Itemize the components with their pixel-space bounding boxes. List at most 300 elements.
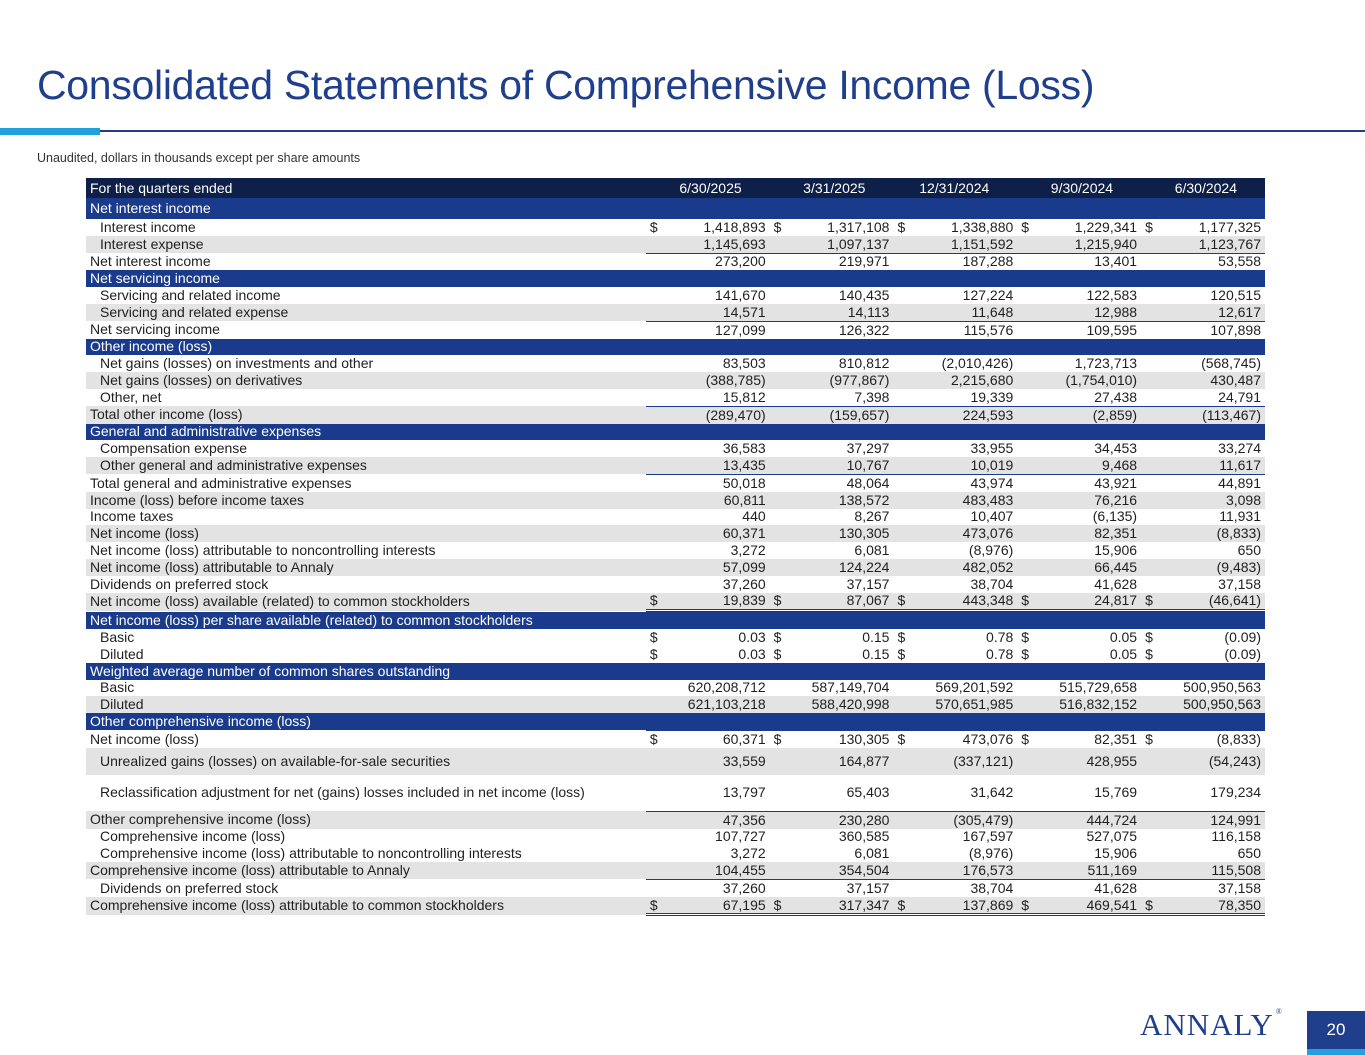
value-cell: 1,229,341 <box>1074 219 1138 235</box>
table-row <box>86 862 1265 879</box>
value-cell: 24,791 <box>1156 389 1265 406</box>
section-header-row <box>86 339 1265 356</box>
row-label: Comprehensive income (loss) <box>100 828 286 845</box>
currency-symbol <box>1017 372 1032 389</box>
table-row <box>86 236 1265 253</box>
currency-symbol: $ <box>646 730 661 747</box>
currency-symbol <box>770 304 785 321</box>
value-cell: 516,832,152 <box>1032 696 1141 713</box>
value-cell: 515,729,658 <box>1059 679 1138 696</box>
value-cell: 13,401 <box>1094 253 1138 270</box>
currency-symbol: $ <box>1021 629 1030 646</box>
value-cell: 469,541 <box>1032 897 1141 915</box>
currency-symbol <box>770 253 785 270</box>
table-row <box>86 680 1265 697</box>
section-label: Weighted average number of common shares outstanding <box>86 663 1265 680</box>
value-cell: 36,583 <box>722 440 766 457</box>
currency-symbol <box>1141 525 1156 542</box>
table-row <box>86 440 1265 457</box>
value-cell: 587,149,704 <box>811 679 890 696</box>
value-cell: (6,135) <box>1092 508 1138 525</box>
value-cell: (54,243) <box>1156 748 1265 775</box>
currency-symbol <box>1017 304 1032 321</box>
currency-symbol <box>646 862 661 879</box>
currency-symbol <box>1017 287 1032 304</box>
value-cell: 15,812 <box>661 389 770 406</box>
currency-symbol <box>646 748 661 775</box>
currency-symbol <box>646 845 661 862</box>
currency-symbol <box>1017 696 1032 713</box>
value-cell: 127,224 <box>962 287 1014 304</box>
currency-symbol <box>1141 253 1156 270</box>
currency-symbol <box>1141 389 1156 406</box>
table-row <box>86 811 1265 828</box>
value-cell: 13,797 <box>661 775 770 812</box>
value-cell: 230,280 <box>785 811 894 828</box>
value-cell: 0.78 <box>986 645 1014 662</box>
row-label: Basic <box>100 679 135 696</box>
value-cell: 527,075 <box>1086 828 1138 845</box>
row-label: Dividends on preferred stock <box>100 879 279 896</box>
page-title: Consolidated Statements of Comprehensive Income (Loss) <box>37 62 1095 108</box>
table-row <box>86 696 1265 713</box>
value-cell: 19,839 <box>661 593 770 611</box>
currency-symbol <box>646 389 661 406</box>
currency-symbol <box>1017 457 1032 474</box>
value-cell: 60,811 <box>661 492 770 509</box>
value-cell: 219,971 <box>838 253 890 270</box>
value-cell: 15,906 <box>1094 845 1138 862</box>
value-cell: 141,670 <box>715 287 766 304</box>
currency-symbol <box>770 389 785 406</box>
currency-symbol <box>893 811 908 828</box>
value-cell: 473,076 <box>909 525 1018 542</box>
row-label: Diluted <box>86 696 646 713</box>
currency-symbol <box>893 542 908 559</box>
currency-symbol <box>770 509 785 526</box>
table-row <box>86 879 1265 896</box>
currency-symbol <box>646 696 661 713</box>
value-cell: 430,487 <box>1156 372 1265 389</box>
table-row <box>86 304 1265 321</box>
value-cell: 444,724 <box>1032 811 1141 828</box>
currency-symbol <box>1017 811 1032 828</box>
currency-symbol: $ <box>773 219 782 235</box>
currency-symbol <box>646 321 661 338</box>
row-label: Diluted <box>100 645 144 662</box>
value-cell: 511,169 <box>1032 862 1141 879</box>
value-cell: (337,121) <box>909 748 1018 775</box>
currency-symbol <box>770 862 785 879</box>
value-cell: 440 <box>742 508 766 525</box>
value-cell: 60,371 <box>661 730 770 747</box>
value-cell: 482,052 <box>909 559 1018 576</box>
currency-symbol <box>1141 304 1156 321</box>
currency-symbol <box>770 845 785 862</box>
logo-registered-mark: ® <box>1275 1007 1283 1016</box>
section-label: Net servicing income <box>86 270 1265 287</box>
row-label: Other comprehensive income (loss) <box>86 811 646 828</box>
currency-symbol <box>893 321 908 338</box>
value-cell: 37,158 <box>1218 575 1261 592</box>
currency-symbol <box>770 355 785 372</box>
value-cell: 120,515 <box>1210 287 1261 304</box>
value-cell: (2,859) <box>1032 406 1141 423</box>
value-cell: (568,745) <box>1201 355 1261 372</box>
currency-symbol <box>1017 492 1032 509</box>
section-header-row <box>86 198 1265 219</box>
currency-symbol <box>1017 355 1032 372</box>
value-cell: 140,435 <box>838 287 890 304</box>
row-label: Net income (loss) attributable to Annaly <box>86 559 646 576</box>
value-cell: 1,723,713 <box>1074 355 1138 372</box>
period-header: 12/31/2024 <box>893 178 1017 198</box>
currency-symbol <box>770 696 785 713</box>
value-cell: 650 <box>1237 542 1261 559</box>
value-cell: 37,260 <box>722 575 766 592</box>
section-label: Net income (loss) per share available (related) to common stockholders <box>86 611 1265 629</box>
value-cell: 33,955 <box>970 440 1014 457</box>
value-cell: 12,617 <box>1156 304 1265 321</box>
currency-symbol <box>1017 879 1032 896</box>
currency-symbol: $ <box>773 645 782 662</box>
table-row <box>86 559 1265 576</box>
currency-symbol <box>770 492 785 509</box>
currency-symbol: $ <box>649 219 658 235</box>
currency-symbol: $ <box>770 897 785 915</box>
value-cell: (113,467) <box>1156 406 1265 423</box>
row-label: Net income (loss) attributable to noncontrolling interests <box>90 542 436 559</box>
section-header-row <box>86 270 1265 287</box>
value-cell: 38,704 <box>970 879 1014 896</box>
value-cell: 109,595 <box>1086 321 1138 338</box>
currency-symbol <box>646 525 661 542</box>
currency-symbol <box>646 457 661 474</box>
currency-symbol <box>646 492 661 509</box>
value-cell: (8,833) <box>1156 525 1265 542</box>
value-cell: 10,767 <box>785 457 894 474</box>
row-label: Net servicing income <box>90 321 220 338</box>
value-cell: 588,420,998 <box>785 696 894 713</box>
currency-symbol <box>646 304 661 321</box>
currency-symbol <box>893 680 908 697</box>
value-cell: 224,593 <box>909 406 1018 423</box>
value-cell: 66,445 <box>1032 559 1141 576</box>
value-cell: (388,785) <box>661 372 770 389</box>
section-label: General and administrative expenses <box>86 424 1265 441</box>
currency-symbol <box>646 355 661 372</box>
currency-symbol <box>893 304 908 321</box>
currency-symbol: $ <box>773 629 782 646</box>
value-cell: 115,508 <box>1156 862 1265 879</box>
currency-symbol <box>1141 287 1156 304</box>
value-cell: 3,272 <box>730 542 766 559</box>
table-row <box>86 525 1265 542</box>
currency-symbol <box>770 559 785 576</box>
currency-symbol: $ <box>1017 730 1032 747</box>
currency-symbol <box>770 236 785 253</box>
currency-symbol <box>1017 748 1032 775</box>
table-row <box>86 897 1265 915</box>
value-cell: 130,305 <box>785 525 894 542</box>
currency-symbol <box>893 440 908 457</box>
row-label: Basic <box>100 629 135 646</box>
currency-symbol <box>646 440 661 457</box>
value-cell: 37,157 <box>846 879 890 896</box>
table-row <box>86 389 1265 406</box>
currency-symbol <box>893 509 908 526</box>
period-header: 3/31/2025 <box>770 178 894 198</box>
value-cell: 37,158 <box>1218 879 1261 896</box>
subtitle: Unaudited, dollars in thousands except per share amounts <box>37 151 361 165</box>
logo-text: ANNALY <box>1140 1007 1274 1042</box>
currency-symbol <box>893 862 908 879</box>
currency-symbol <box>893 406 908 423</box>
value-cell: 13,435 <box>661 457 770 474</box>
value-cell: 65,403 <box>785 775 894 812</box>
currency-symbol <box>1141 372 1156 389</box>
value-cell: 33,274 <box>1218 440 1261 457</box>
currency-symbol <box>1017 829 1032 846</box>
row-label: Reclassification adjustment for net (gains) losses included in net income (loss) <box>100 784 585 801</box>
currency-symbol: $ <box>897 629 906 646</box>
row-label: Net gains (losses) on investments and other <box>100 355 374 372</box>
section-header-row <box>86 611 1265 629</box>
value-cell: (8,976) <box>968 845 1014 862</box>
currency-symbol: $ <box>893 593 908 611</box>
value-cell: 0.15 <box>862 645 890 662</box>
currency-symbol <box>893 457 908 474</box>
currency-symbol: $ <box>649 629 658 646</box>
currency-symbol <box>1141 879 1156 896</box>
currency-symbol <box>1017 559 1032 576</box>
currency-symbol <box>770 748 785 775</box>
value-cell: 82,351 <box>1032 525 1141 542</box>
value-cell: 38,704 <box>970 575 1014 592</box>
currency-symbol <box>770 440 785 457</box>
table-row <box>86 457 1265 474</box>
row-label: Servicing and related expense <box>86 304 646 321</box>
section-label: Other income (loss) <box>86 339 1265 356</box>
table-body <box>86 198 1265 915</box>
table-row <box>86 492 1265 509</box>
currency-symbol <box>1017 440 1032 457</box>
value-cell: 443,348 <box>909 593 1018 611</box>
currency-symbol <box>770 680 785 697</box>
section-header-row <box>86 713 1265 730</box>
currency-symbol <box>1141 355 1156 372</box>
currency-symbol: $ <box>893 730 908 747</box>
currency-symbol <box>646 287 661 304</box>
table-row <box>86 593 1265 611</box>
currency-symbol <box>646 406 661 423</box>
currency-symbol <box>770 525 785 542</box>
table-row <box>86 646 1265 663</box>
value-cell: 34,453 <box>1094 440 1138 457</box>
value-cell: 41,628 <box>1094 879 1138 896</box>
table-header-row <box>86 178 1265 198</box>
value-cell: 621,103,218 <box>661 696 770 713</box>
value-cell: 473,076 <box>909 730 1018 747</box>
value-cell: 47,356 <box>661 811 770 828</box>
currency-symbol <box>1141 811 1156 828</box>
currency-symbol <box>1141 457 1156 474</box>
value-cell: 11,648 <box>909 304 1018 321</box>
currency-symbol <box>1141 845 1156 862</box>
value-cell: 83,503 <box>722 355 766 372</box>
value-cell: 7,398 <box>785 389 894 406</box>
row-label: Comprehensive income (loss) attributable to common stockholders <box>86 897 646 915</box>
row-label: Income taxes <box>90 508 174 525</box>
currency-symbol <box>646 559 661 576</box>
value-cell: 810,812 <box>838 355 890 372</box>
value-cell: 9,468 <box>1032 457 1141 474</box>
currency-symbol <box>646 542 661 559</box>
currency-symbol <box>1017 321 1032 338</box>
currency-symbol: $ <box>1145 219 1153 235</box>
currency-symbol <box>1017 236 1032 253</box>
currency-symbol <box>1141 440 1156 457</box>
value-cell: 569,201,592 <box>935 679 1014 696</box>
currency-symbol <box>770 474 785 491</box>
value-cell: (0.09) <box>1224 645 1261 662</box>
currency-symbol: $ <box>1021 219 1030 235</box>
currency-symbol <box>1017 389 1032 406</box>
currency-symbol <box>646 576 661 593</box>
value-cell: 570,651,985 <box>909 696 1018 713</box>
currency-symbol <box>893 372 908 389</box>
currency-symbol <box>893 236 908 253</box>
value-cell: 37,297 <box>846 440 890 457</box>
value-cell: 3,272 <box>730 845 766 862</box>
value-cell: 10,019 <box>909 457 1018 474</box>
value-cell: 27,438 <box>1032 389 1141 406</box>
currency-symbol <box>1141 559 1156 576</box>
currency-symbol <box>1141 680 1156 697</box>
table-row <box>86 629 1265 646</box>
value-cell: 107,898 <box>1210 321 1261 338</box>
currency-symbol <box>1017 406 1032 423</box>
currency-symbol: $ <box>893 897 908 915</box>
currency-symbol <box>893 696 908 713</box>
currency-symbol: $ <box>1021 645 1030 662</box>
annaly-logo <box>1140 1007 1283 1043</box>
table-row <box>86 219 1265 236</box>
value-cell: 12,988 <box>1032 304 1141 321</box>
value-cell: (0.09) <box>1224 629 1261 646</box>
value-cell: 107,727 <box>715 828 766 845</box>
section-label: Other comprehensive income (loss) <box>86 713 1265 730</box>
currency-symbol <box>1141 321 1156 338</box>
currency-symbol <box>1017 509 1032 526</box>
value-cell: 1,151,592 <box>909 236 1018 253</box>
currency-symbol <box>1017 542 1032 559</box>
currency-symbol: $ <box>770 730 785 747</box>
row-label: Net income (loss) available (related) to common stockholders <box>86 593 646 611</box>
currency-symbol <box>893 355 908 372</box>
value-cell: 37,157 <box>846 575 890 592</box>
value-cell: (977,867) <box>785 372 894 389</box>
currency-symbol <box>646 236 661 253</box>
row-label: Other general and administrative expenses <box>86 457 646 474</box>
page-number: 20 <box>1307 1011 1365 1055</box>
value-cell: 122,583 <box>1086 287 1138 304</box>
period-header: 9/30/2024 <box>1017 178 1141 198</box>
row-label: Net gains (losses) on derivatives <box>86 372 646 389</box>
currency-symbol <box>770 457 785 474</box>
value-cell: 1,215,940 <box>1032 236 1141 253</box>
table-row <box>86 509 1265 526</box>
currency-symbol: $ <box>649 645 658 662</box>
value-cell: 500,950,563 <box>1183 679 1261 696</box>
section-header-row <box>86 663 1265 680</box>
table-row <box>86 253 1265 270</box>
value-cell: 15,769 <box>1032 775 1141 812</box>
value-cell: 116,158 <box>1211 828 1261 845</box>
value-cell: 82,351 <box>1032 730 1141 747</box>
row-label: Unrealized gains (losses) on available-for-sale securities <box>86 748 646 775</box>
currency-symbol <box>1141 509 1156 526</box>
currency-symbol: $ <box>770 593 785 611</box>
table-row <box>86 730 1265 747</box>
value-cell: (46,641) <box>1156 593 1265 611</box>
value-cell: (289,470) <box>661 406 770 423</box>
section-header-row <box>86 424 1265 441</box>
row-label: Total other income (loss) <box>86 406 646 423</box>
value-cell: 500,950,563 <box>1156 696 1265 713</box>
currency-symbol: $ <box>1145 645 1153 662</box>
currency-symbol <box>1141 696 1156 713</box>
currency-symbol <box>893 492 908 509</box>
currency-symbol <box>646 811 661 828</box>
currency-symbol <box>893 474 908 491</box>
currency-symbol <box>1141 862 1156 879</box>
row-label: Net income (loss) <box>90 730 199 747</box>
value-cell: (1,754,010) <box>1032 372 1141 389</box>
value-cell: 10,407 <box>970 508 1014 525</box>
currency-symbol: $ <box>1017 593 1032 611</box>
currency-symbol <box>1141 474 1156 491</box>
value-cell: 50,018 <box>722 474 766 491</box>
currency-symbol <box>1141 492 1156 509</box>
value-cell: (159,657) <box>785 406 894 423</box>
value-cell: 1,123,767 <box>1156 236 1265 253</box>
value-cell: (2,010,426) <box>941 355 1014 372</box>
row-label: Income (loss) before income taxes <box>86 492 646 509</box>
currency-symbol <box>893 287 908 304</box>
value-cell: 124,224 <box>785 559 894 576</box>
currency-symbol <box>1017 775 1032 812</box>
value-cell: 1,317,108 <box>827 219 890 235</box>
currency-symbol <box>893 576 908 593</box>
table-row <box>86 474 1265 491</box>
currency-symbol <box>1141 542 1156 559</box>
value-cell: 130,305 <box>785 730 894 747</box>
row-label: Comprehensive income (loss) attributable to noncontrolling interests <box>100 845 522 862</box>
row-label: Other, net <box>100 389 162 406</box>
currency-symbol <box>893 845 908 862</box>
value-cell: 44,891 <box>1218 474 1261 491</box>
currency-symbol: $ <box>1141 593 1156 611</box>
value-cell: 360,585 <box>838 828 890 845</box>
table-row <box>86 355 1265 372</box>
value-cell: 2,215,680 <box>909 372 1018 389</box>
value-cell: 1,338,880 <box>950 219 1014 235</box>
value-cell: 1,097,137 <box>785 236 894 253</box>
currency-symbol <box>1141 775 1156 812</box>
value-cell: 87,067 <box>785 593 894 611</box>
currency-symbol <box>770 576 785 593</box>
